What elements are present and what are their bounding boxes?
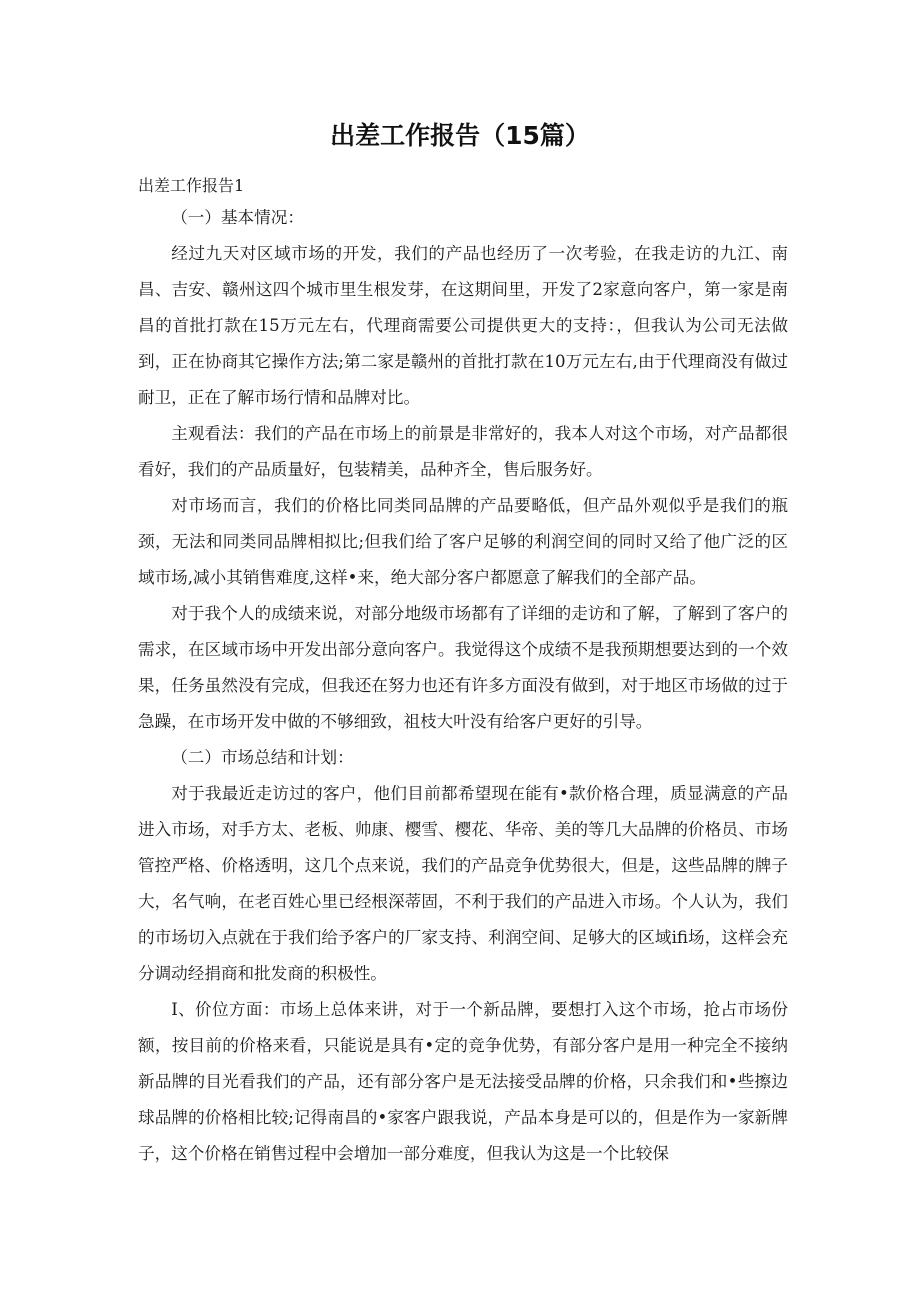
document-title: 出差工作报告（15篇） xyxy=(330,121,590,150)
paragraph: 经过九天对区域市场的开发，我们的产品也经历了一次考验，在我走访的九江、南昌、吉安、赣州这四个城市里生根发芽，在这期间里，开发了2家意向客户，第一家是南昌的首批打款在15万元左右，代理商需要公司提供更大的支持：，但我认为公司无法做到，正在协商其它操作方法;第二家是赣州的首批打款在10万元左右,由于代理商没有做过耐卫，正在了解市场行情和品牌对比。 xyxy=(138,244,788,407)
paragraph: 对市场而言，我们的价格比同类同品牌的产品要略低，但产品外观似乎是我们的瓶颈，无法和同类同品牌相拟比;但我们给了客户足够的利润空间的同时又给了他广泛的区域市场,减小其销售难度,这样•来，绝大部分客户都愿意了解我们的全部产品。 xyxy=(138,496,788,587)
section-title: 出差工作报告1 xyxy=(138,176,245,195)
paragraph: 对于我最近走访过的客户，他们目前都希望现在能有•款价格合理，质显满意的产品进入市场，对手方太、老板、帅康、樱雪、樱花、华帝、美的等几大品牌的价格员、市场管控严格、价格透明，这几个点来说，我们的产品竞争优势很大，但是，这些品牌的牌子大，名气响，在老百姓心里已经根深蒂固，不利于我们的产品进入市场。个人认为，我们的市场切入点就在于我们给予客户的厂家支持、利润空间、足够大的区域ifi场，这样会充分调动经捐商和批发商的积极性。 xyxy=(138,784,788,983)
paragraph: 对于我个人的成绩来说，对部分地级市场都有了详细的走访和了解，了解到了客户的需求，在区域市场中开发出部分意向客户。我觉得这个成绩不是我预期想要达到的一个效果，任务虽然没有完成，但我还在努力也还有许多方面没有做到，对于地区市场做的过于急躁，在市场开发中做的不够细致，祖枝大叶没有给客户更好的引导。 xyxy=(138,604,788,731)
paragraph-heading-summary: （二）市场总结和计划： xyxy=(171,748,354,767)
paragraph-heading-basic: （一）基本情况： xyxy=(171,208,304,227)
paragraph: I、价位方面：市场上总体来讲，对于一个新品牌，要想打入这个市场，抢占市场份额，按目前的价格来看，只能说是具有•定的竞争优势，有部分客户是用一种完全不接纳新品牌的目光看我们的产品，还有部分客户是无法接受品牌的价格，只余我们和•些擦边球品牌的价格相比较;记得南昌的•家客户跟我说，产品本身是可以的，但是作为一家新牌子，这个价格在销售过程中会增加一部分难度，但我认为这是一个比较保 xyxy=(138,1000,788,1163)
paragraph: 主观看法：我们的产品在市场上的前景是非常好的，我本人对这个市场，对产品都很看好，我们的产品质量好，包装精美，品种齐全，售后服务好。 xyxy=(138,424,788,479)
document-body xyxy=(138,200,788,1172)
